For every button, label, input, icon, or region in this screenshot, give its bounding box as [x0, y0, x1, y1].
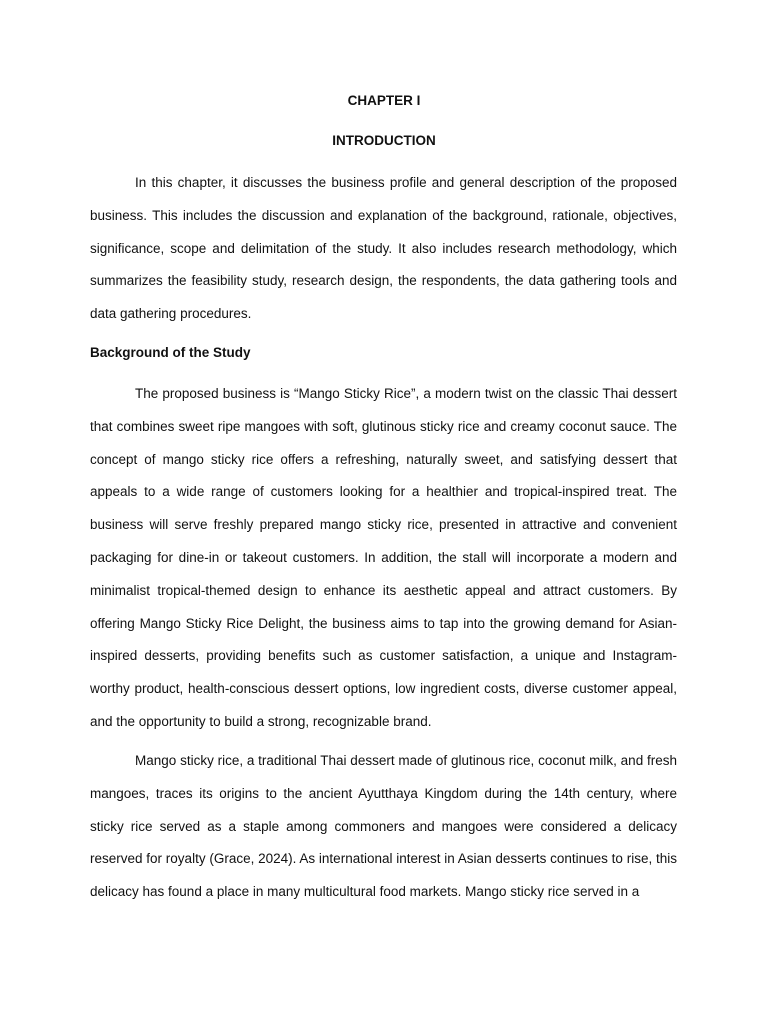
- background-paragraph: The proposed business is “Mango Sticky Rice”, a modern twist on the classic Thai dessert that combines sweet ripe mangoes with soft, glutinous sticky rice and creamy coconut sauce. The concept of mango sticky rice offers a refreshing, naturally sweet, and satisfying dessert that appeals to a wide range of customers looking for a healthier and tropical-inspired treat. The business will serve freshly prepared mango sticky rice, presented in attractive and convenient packaging for dine-in or takeout customers. In addition, the stall will incorporate a modern and minimalist tropical-themed design to enhance its aesthetic appeal and attract customers. By offering Mango Sticky Rice Delight, the business aims to tap into the growing demand for Asian-inspired desserts, providing benefits such as customer satisfaction, a unique and Instagram-worthy product, health-conscious dessert options, low ingredient costs, diverse customer appeal, and the opportunity to build a strong, recognizable brand.: [90, 386, 677, 729]
- chapter-number: CHAPTER I: [347, 93, 421, 108]
- intro-paragraph: In this chapter, it discusses the business profile and general description of the proposed business. This includes the discussion and explanation of the background, rationale, objectives, significance, scope and delimitation of the study. It also includes research methodology, which summarizes the feasibility study, research design, the respondents, the data gathering tools and data gathering procedures.: [90, 175, 677, 322]
- history-paragraph: Mango sticky rice, a traditional Thai dessert made of glutinous rice, coconut milk, and fresh mangoes, traces its origins to the ancient Ayutthaya Kingdom during the 14th century, where sticky rice served as a staple among commoners and mangoes were considered a delicacy reserved for royalty (Grace, 2024). As international interest in Asian desserts continues to rise, this delicacy has found a place in many multicultural food markets. Mango sticky rice served in a: [90, 753, 677, 900]
- chapter-title: INTRODUCTION: [332, 133, 436, 148]
- section-heading-background: Background of the Study: [90, 345, 251, 360]
